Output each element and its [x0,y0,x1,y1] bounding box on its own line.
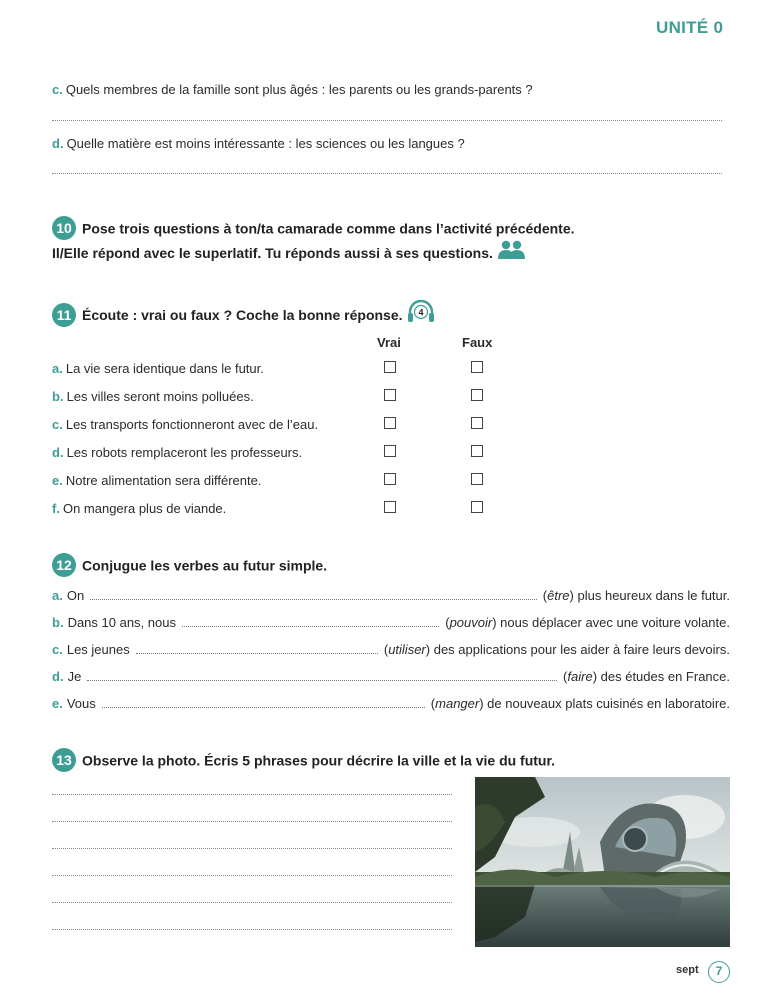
checkbox-true-a[interactable] [384,361,396,373]
checkbox-false-c[interactable] [471,417,483,429]
item-letter: b. [52,615,64,630]
statement-letter: f. [52,501,60,516]
futuristic-city-photo [475,777,730,947]
question-c [52,82,533,97]
question-d [52,136,465,151]
verb-hint: (manger) [430,696,488,711]
verb-blank[interactable] [90,590,537,600]
sentence-end: nous déplacer avec une voiture volante. [500,615,730,630]
exercise-number: 12 [52,553,76,577]
exercise-13-heading [52,748,555,772]
checkbox-true-c[interactable] [384,417,396,429]
exercise-11-title: Écoute : vrai ou faux ? Coche la bonne réponse. [82,307,403,323]
statement-letter: a. [52,361,63,376]
statement-e [52,473,261,488]
checkbox-true-e[interactable] [384,473,396,485]
statement-text: Notre alimentation sera différente. [65,473,262,488]
sentence-end: des études en France. [600,669,730,684]
sentence-start: Vous [66,696,96,711]
writing-line[interactable] [52,794,452,795]
checkbox-false-d[interactable] [471,445,483,457]
conjugation-item-d [52,669,730,684]
sentence-start: Je [67,669,82,684]
verb-hint: (pouvoir) [445,615,501,630]
page-word: sept [676,964,699,976]
sentence-end: de nouveaux plats cuisinés en laboratoire. [487,696,730,711]
sentence-start: On [66,588,85,603]
sentence-end: des applications pour les aider à faire leurs devoirs. [433,642,730,657]
exercise-10-line2: Il/Elle répond avec le superlatif. Tu réponds aussi à ses questions. [52,245,493,262]
question-text: Quels membres de la famille sont plus âgés : les parents ou les grands-parents ? [65,82,533,97]
conjugation-item-a [52,588,730,603]
checkbox-false-b[interactable] [471,389,483,401]
statement-letter: c. [52,417,63,432]
statement-letter: e. [52,473,63,488]
statement-text: Les robots remplaceront les professeurs. [66,445,303,460]
conjugation-item-c [52,642,730,657]
answer-line[interactable] [52,120,722,121]
exercise-10-line1: Pose trois questions à ton/ta camarade comme dans l’activité précédente. [82,220,575,237]
column-header-false: Faux [462,335,493,350]
item-letter: d. [52,669,64,684]
exercise-13-title: Observe la photo. Écris 5 phrases pour décrire la ville et la vie du futur. [82,752,556,769]
headphones-icon[interactable] [407,299,435,331]
writing-line[interactable] [52,875,452,876]
statement-f [52,501,226,516]
verb-blank[interactable] [182,617,439,627]
page-number: 7 [708,961,730,983]
statement-b [52,389,254,404]
item-letter: a. [52,588,63,603]
exercise-12-title: Conjugue les verbes au futur simple. [82,557,328,574]
checkbox-false-a[interactable] [471,361,483,373]
checkbox-true-f[interactable] [384,501,396,513]
statement-text: Les villes seront moins polluées. [66,389,254,404]
audio-track-number: 4 [418,307,424,318]
column-header-true: Vrai [377,335,401,350]
item-letter: c. [52,642,63,657]
question-letter: d. [52,136,64,151]
unit-title: UNITÉ 0 [656,18,724,37]
checkbox-true-b[interactable] [384,389,396,401]
exercise-number: 11 [52,303,76,327]
exercise-number: 13 [52,748,76,772]
statement-letter: d. [52,445,64,460]
conjugation-item-e [52,696,730,711]
verb-blank[interactable] [87,671,557,681]
statement-text: On mangera plus de viande. [62,501,227,516]
statement-a [52,361,264,376]
checkbox-true-d[interactable] [384,445,396,457]
statement-c [52,417,318,432]
exercise-11-heading [52,299,435,331]
writing-line[interactable] [52,902,452,903]
writing-line[interactable] [52,929,452,930]
statement-d [52,445,302,460]
question-letter: c. [52,82,63,97]
sentence-end: plus heureux dans le futur. [577,588,730,603]
exercise-12-heading [52,553,327,577]
verb-hint: (utiliser) [383,642,434,657]
conjugation-item-b [52,615,730,630]
checkbox-false-e[interactable] [471,473,483,485]
item-letter: e. [52,696,63,711]
writing-line[interactable] [52,848,452,849]
exercise-number: 10 [52,216,76,240]
question-text: Quelle matière est moins intéressante : les sciences ou les langues ? [66,136,465,151]
verb-blank[interactable] [102,698,425,708]
exercise-10-heading [52,216,575,266]
statement-text: Les transports fonctionneront avec de l’eau. [65,417,319,432]
verb-hint: (être) [542,588,578,603]
sentence-start: Dans 10 ans, nous [67,615,176,630]
pair-work-icon [497,240,525,266]
verb-blank[interactable] [136,644,378,654]
writing-line[interactable] [52,821,452,822]
sentence-start: Les jeunes [66,642,130,657]
answer-line[interactable] [52,173,722,174]
statement-letter: b. [52,389,64,404]
statement-text: La vie sera identique dans le futur. [65,361,264,376]
checkbox-false-f[interactable] [471,501,483,513]
verb-hint: (faire) [563,669,601,684]
